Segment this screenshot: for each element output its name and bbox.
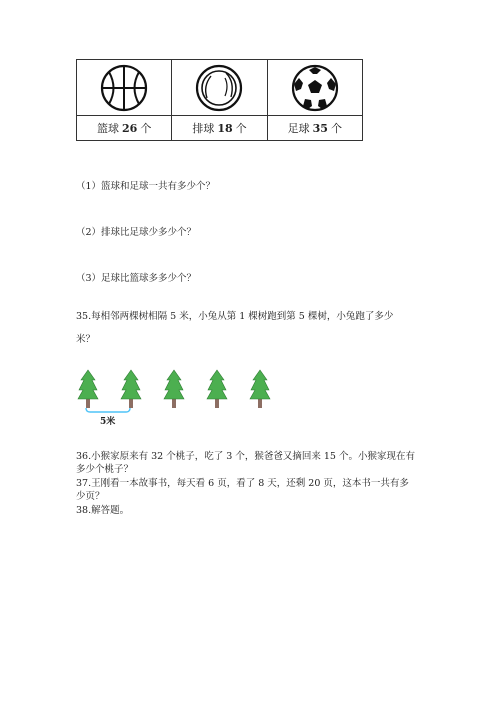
basketball-caption: 篮球 26 个 bbox=[97, 121, 152, 135]
distance-label: 5米 bbox=[100, 417, 116, 427]
tree-icon bbox=[207, 370, 227, 408]
question-35-line2: 米？ bbox=[76, 334, 96, 345]
distance-bracket bbox=[86, 408, 130, 412]
tree-icon bbox=[121, 370, 141, 408]
volleyball-cell bbox=[171, 60, 266, 140]
question-35-line1: 35.每相邻两棵树相隔 5 米，小兔从第 1 棵树跑到第 5 棵树，小兔跑了多少 bbox=[76, 311, 394, 322]
volleyball-caption: 排球 18 个 bbox=[192, 121, 247, 135]
volleyball-icon bbox=[195, 64, 243, 112]
sub-question-2: （2）排球比足球少多少个？ bbox=[76, 227, 197, 238]
trees-illustration bbox=[76, 368, 276, 432]
sub-question-1: （1）篮球和足球一共有多少个？ bbox=[76, 181, 216, 192]
soccer-ball-caption: 足球 35 个 bbox=[287, 121, 342, 135]
tree-icon bbox=[78, 370, 98, 408]
question-36-line1: 36.小猴家原来有 32 个桃子，吃了 3 个，猴爸爸又摘回来 15 个。小猴家现在有 bbox=[76, 451, 415, 462]
basketball-icon bbox=[100, 64, 148, 112]
question-36-line2: 多少个桃子？ bbox=[76, 464, 134, 475]
question-37-line1: 37.王刚看一本故事书，每天看 6 页，看了 8 天，还剩 20 页，这本书一共有多 bbox=[76, 478, 409, 489]
balls-table bbox=[76, 59, 363, 141]
soccer-ball-cell bbox=[267, 60, 362, 140]
sub-question-3: （3）足球比篮球多多少个？ bbox=[76, 273, 197, 284]
tree-icon bbox=[164, 370, 184, 408]
question-38: 38.解答题。 bbox=[76, 505, 130, 516]
basketball-cell bbox=[77, 60, 171, 140]
soccer-ball-icon bbox=[291, 64, 339, 112]
question-37-line2: 少页？ bbox=[76, 491, 105, 502]
tree-icon bbox=[250, 370, 270, 408]
